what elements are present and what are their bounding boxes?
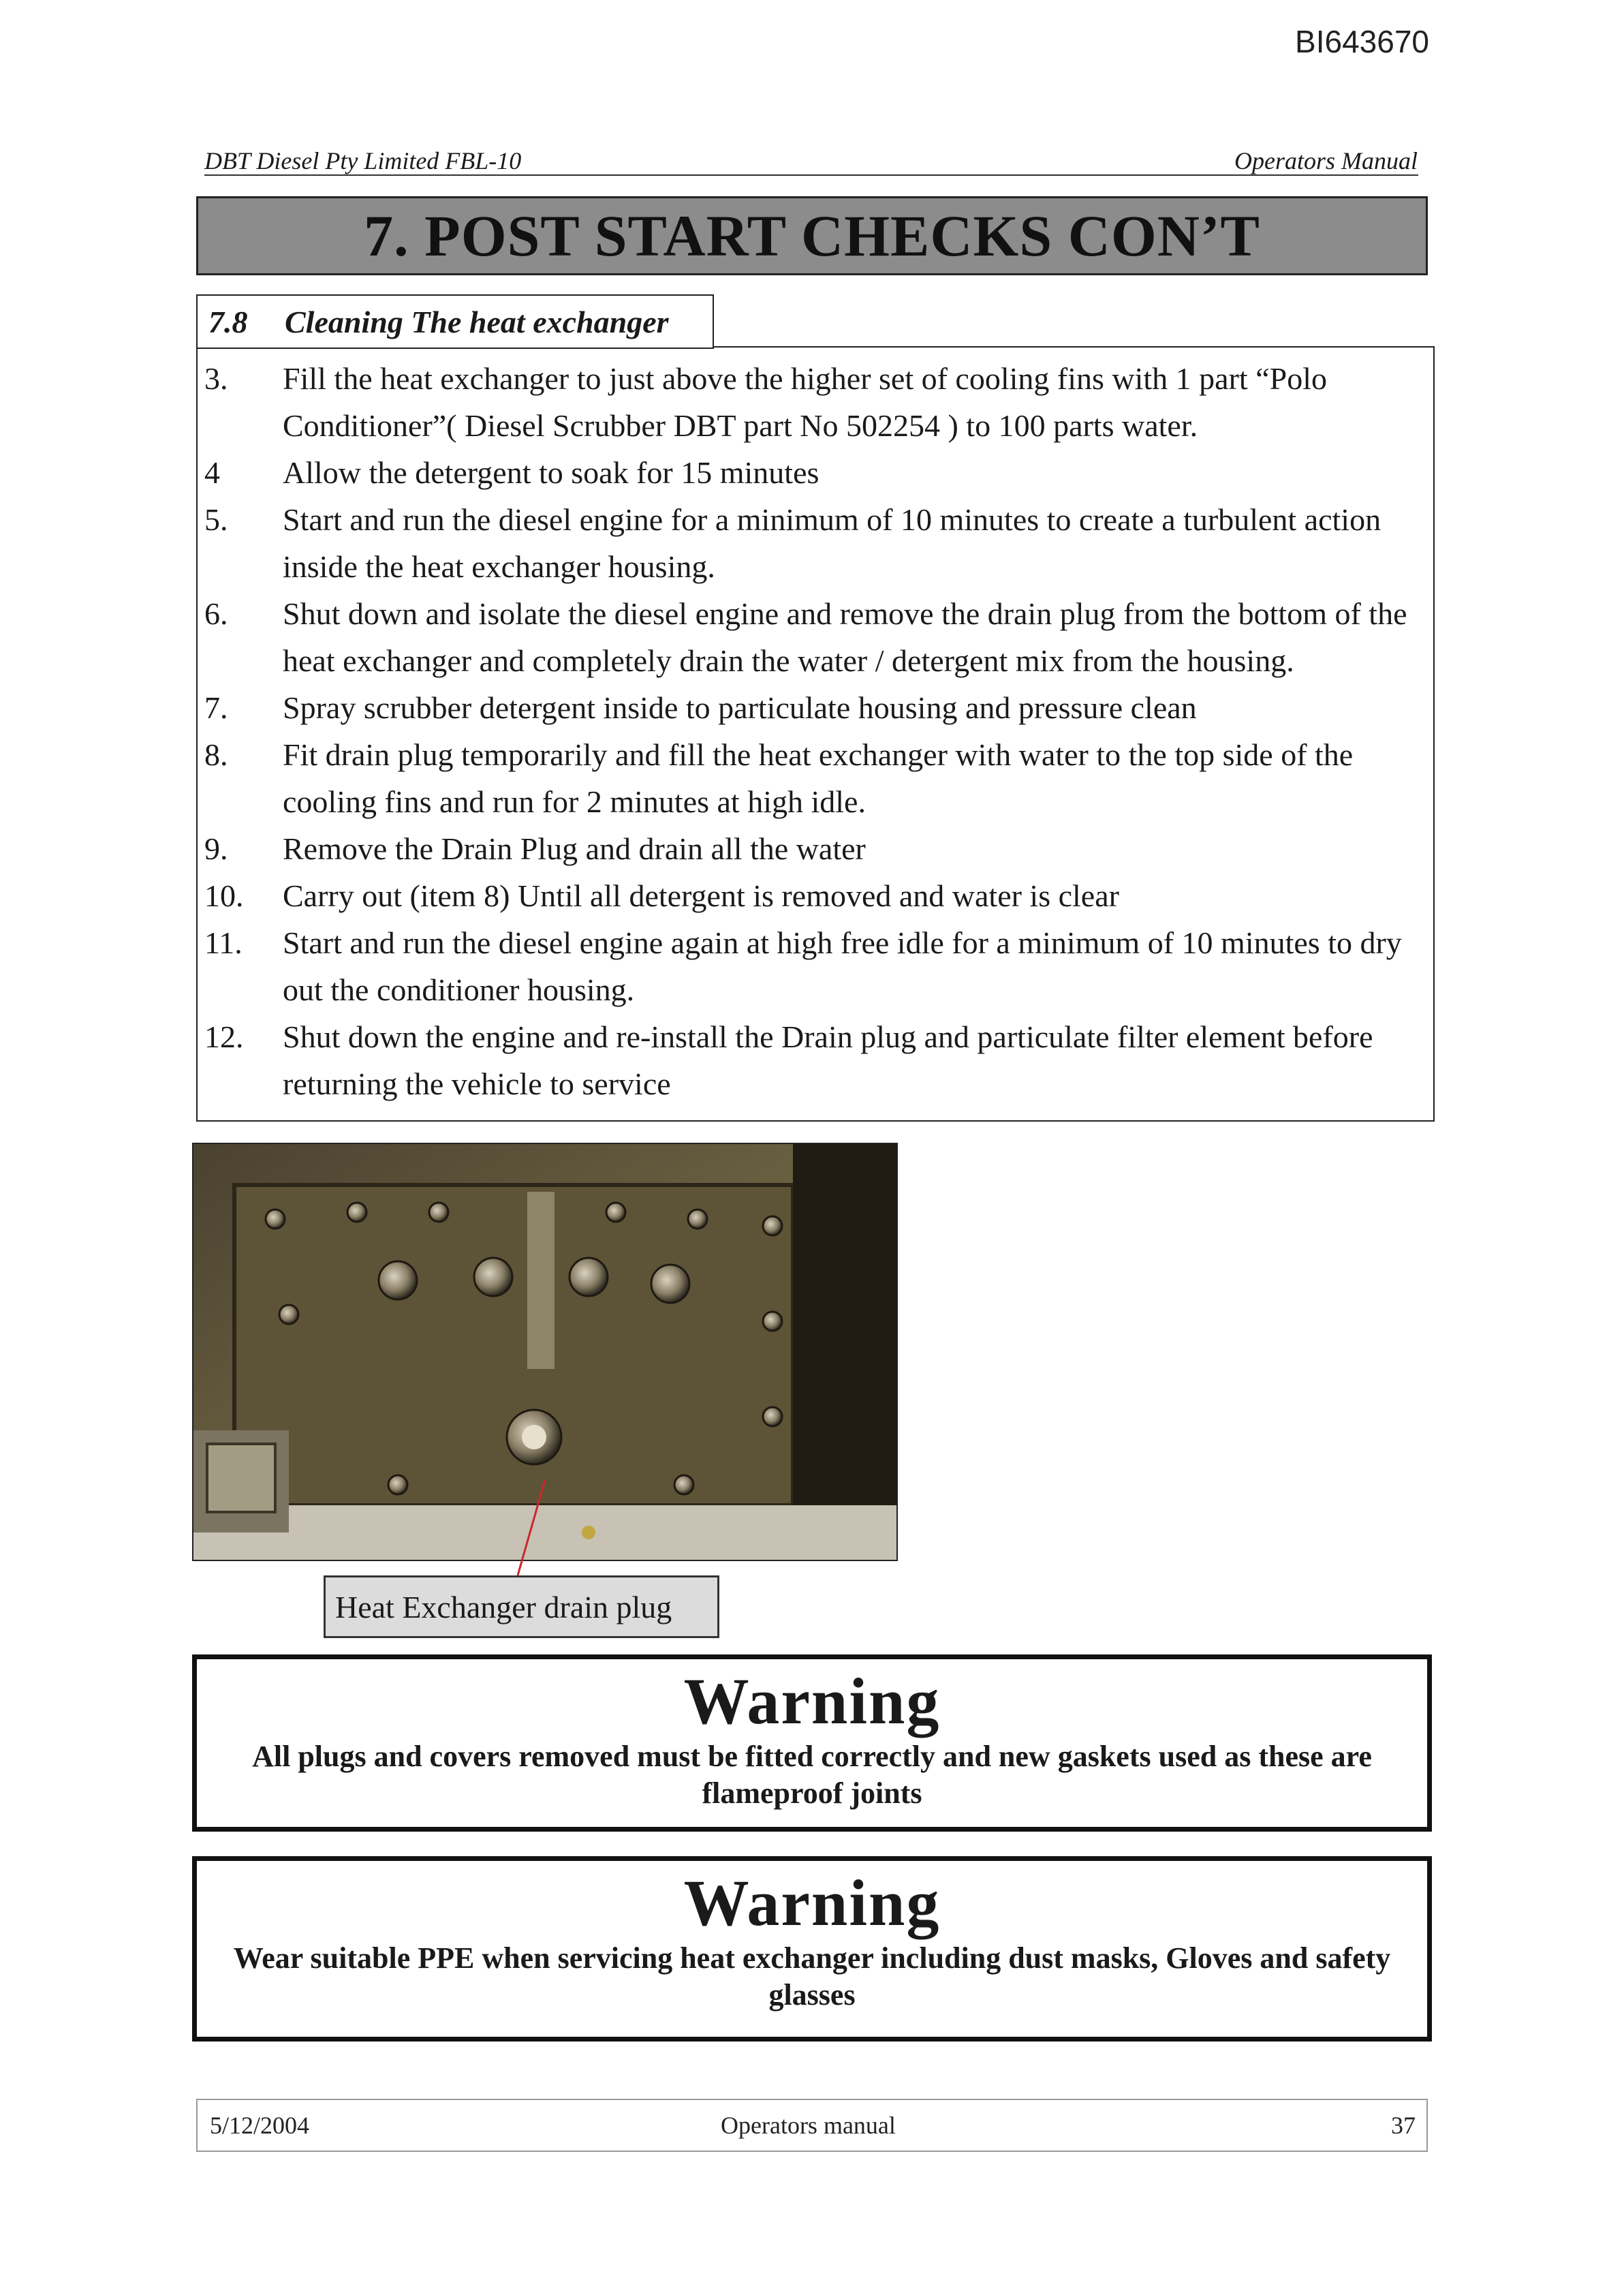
step-text: Allow the detergent to soak for 15 minutes — [283, 455, 819, 490]
footer-date: 5/12/2004 — [210, 2112, 310, 2139]
footer-title: Operators manual — [721, 2112, 896, 2139]
page-footer — [196, 2099, 1428, 2152]
header-manual: Operators Manual — [1234, 147, 1418, 174]
step-number: 9. — [204, 831, 228, 866]
step-text: Fit drain plug temporarily and fill the heat exchanger with water to the top side of the cooling fins and run for 2 minutes at high idle. — [283, 737, 1354, 819]
warning-box-ppe — [192, 1856, 1432, 2042]
header-company: DBT Diesel Pty Limited FBL-10 — [204, 147, 522, 174]
step-number: 7. — [204, 690, 228, 725]
step-number: 3. — [204, 361, 228, 396]
heat-exchanger-photo — [192, 1143, 898, 1561]
warning-title: Warning — [683, 1665, 941, 1738]
section-number: 7.8 — [208, 304, 248, 339]
section-title: Cleaning The heat exchanger — [285, 304, 669, 339]
step-number: 5. — [204, 502, 228, 537]
page-title: 7. POST START CHECKS CON’T — [364, 203, 1260, 268]
step-text: Carry out (item 8) Until all detergent is removed and water is clear — [283, 878, 1119, 913]
step-text: Shut down the engine and re-install the Drain plug and particulate filter element before returning the vehicle to service — [283, 1019, 1373, 1101]
header-rule — [204, 174, 1418, 176]
step-number: 8. — [204, 737, 228, 772]
step-text: Fill the heat exchanger to just above the higher set of cooling fins with 1 part “Polo Conditioner”( Diesel Scrubber DBT part No 502254 ) to 100 parts water. — [283, 361, 1327, 443]
page-number: 37 — [1391, 2112, 1416, 2139]
step-text: Shut down and isolate the diesel engine and remove the drain plug from the bottom of the heat exchanger and completely drain the water / detergent mix from the housing. — [283, 596, 1407, 678]
step-text: Remove the Drain Plug and drain all the water — [283, 831, 866, 866]
step-number: 4 — [204, 455, 220, 490]
warning-text: Wear suitable PPE when servicing heat exchanger including dust masks, Gloves and safety glasses — [233, 1941, 1391, 2012]
step-text: Start and run the diesel engine again at high free idle for a minimum of 10 minutes to dry out the conditioner housing. — [283, 925, 1402, 1007]
step-number: 12. — [204, 1019, 244, 1054]
section-heading — [196, 294, 714, 349]
step-number: 10. — [204, 878, 244, 913]
step-text: Start and run the diesel engine for a minimum of 10 minutes to create a turbulent action inside the heat exchanger housing. — [283, 502, 1381, 584]
warning-box-flameproof — [192, 1654, 1432, 1832]
warning-title: Warning — [683, 1866, 941, 1939]
step-number: 6. — [204, 596, 228, 631]
warning-text: All plugs and covers removed must be fitted correctly and new gaskets used as these are flameproof joints — [252, 1740, 1372, 1810]
step-text: Spray scrubber detergent inside to particulate housing and pressure clean — [283, 690, 1197, 725]
document-id: BI643670 — [1295, 24, 1429, 59]
page-title-bar — [196, 196, 1428, 275]
photo-caption: Heat Exchanger drain plug — [324, 1575, 719, 1638]
step-number: 11. — [204, 925, 243, 960]
